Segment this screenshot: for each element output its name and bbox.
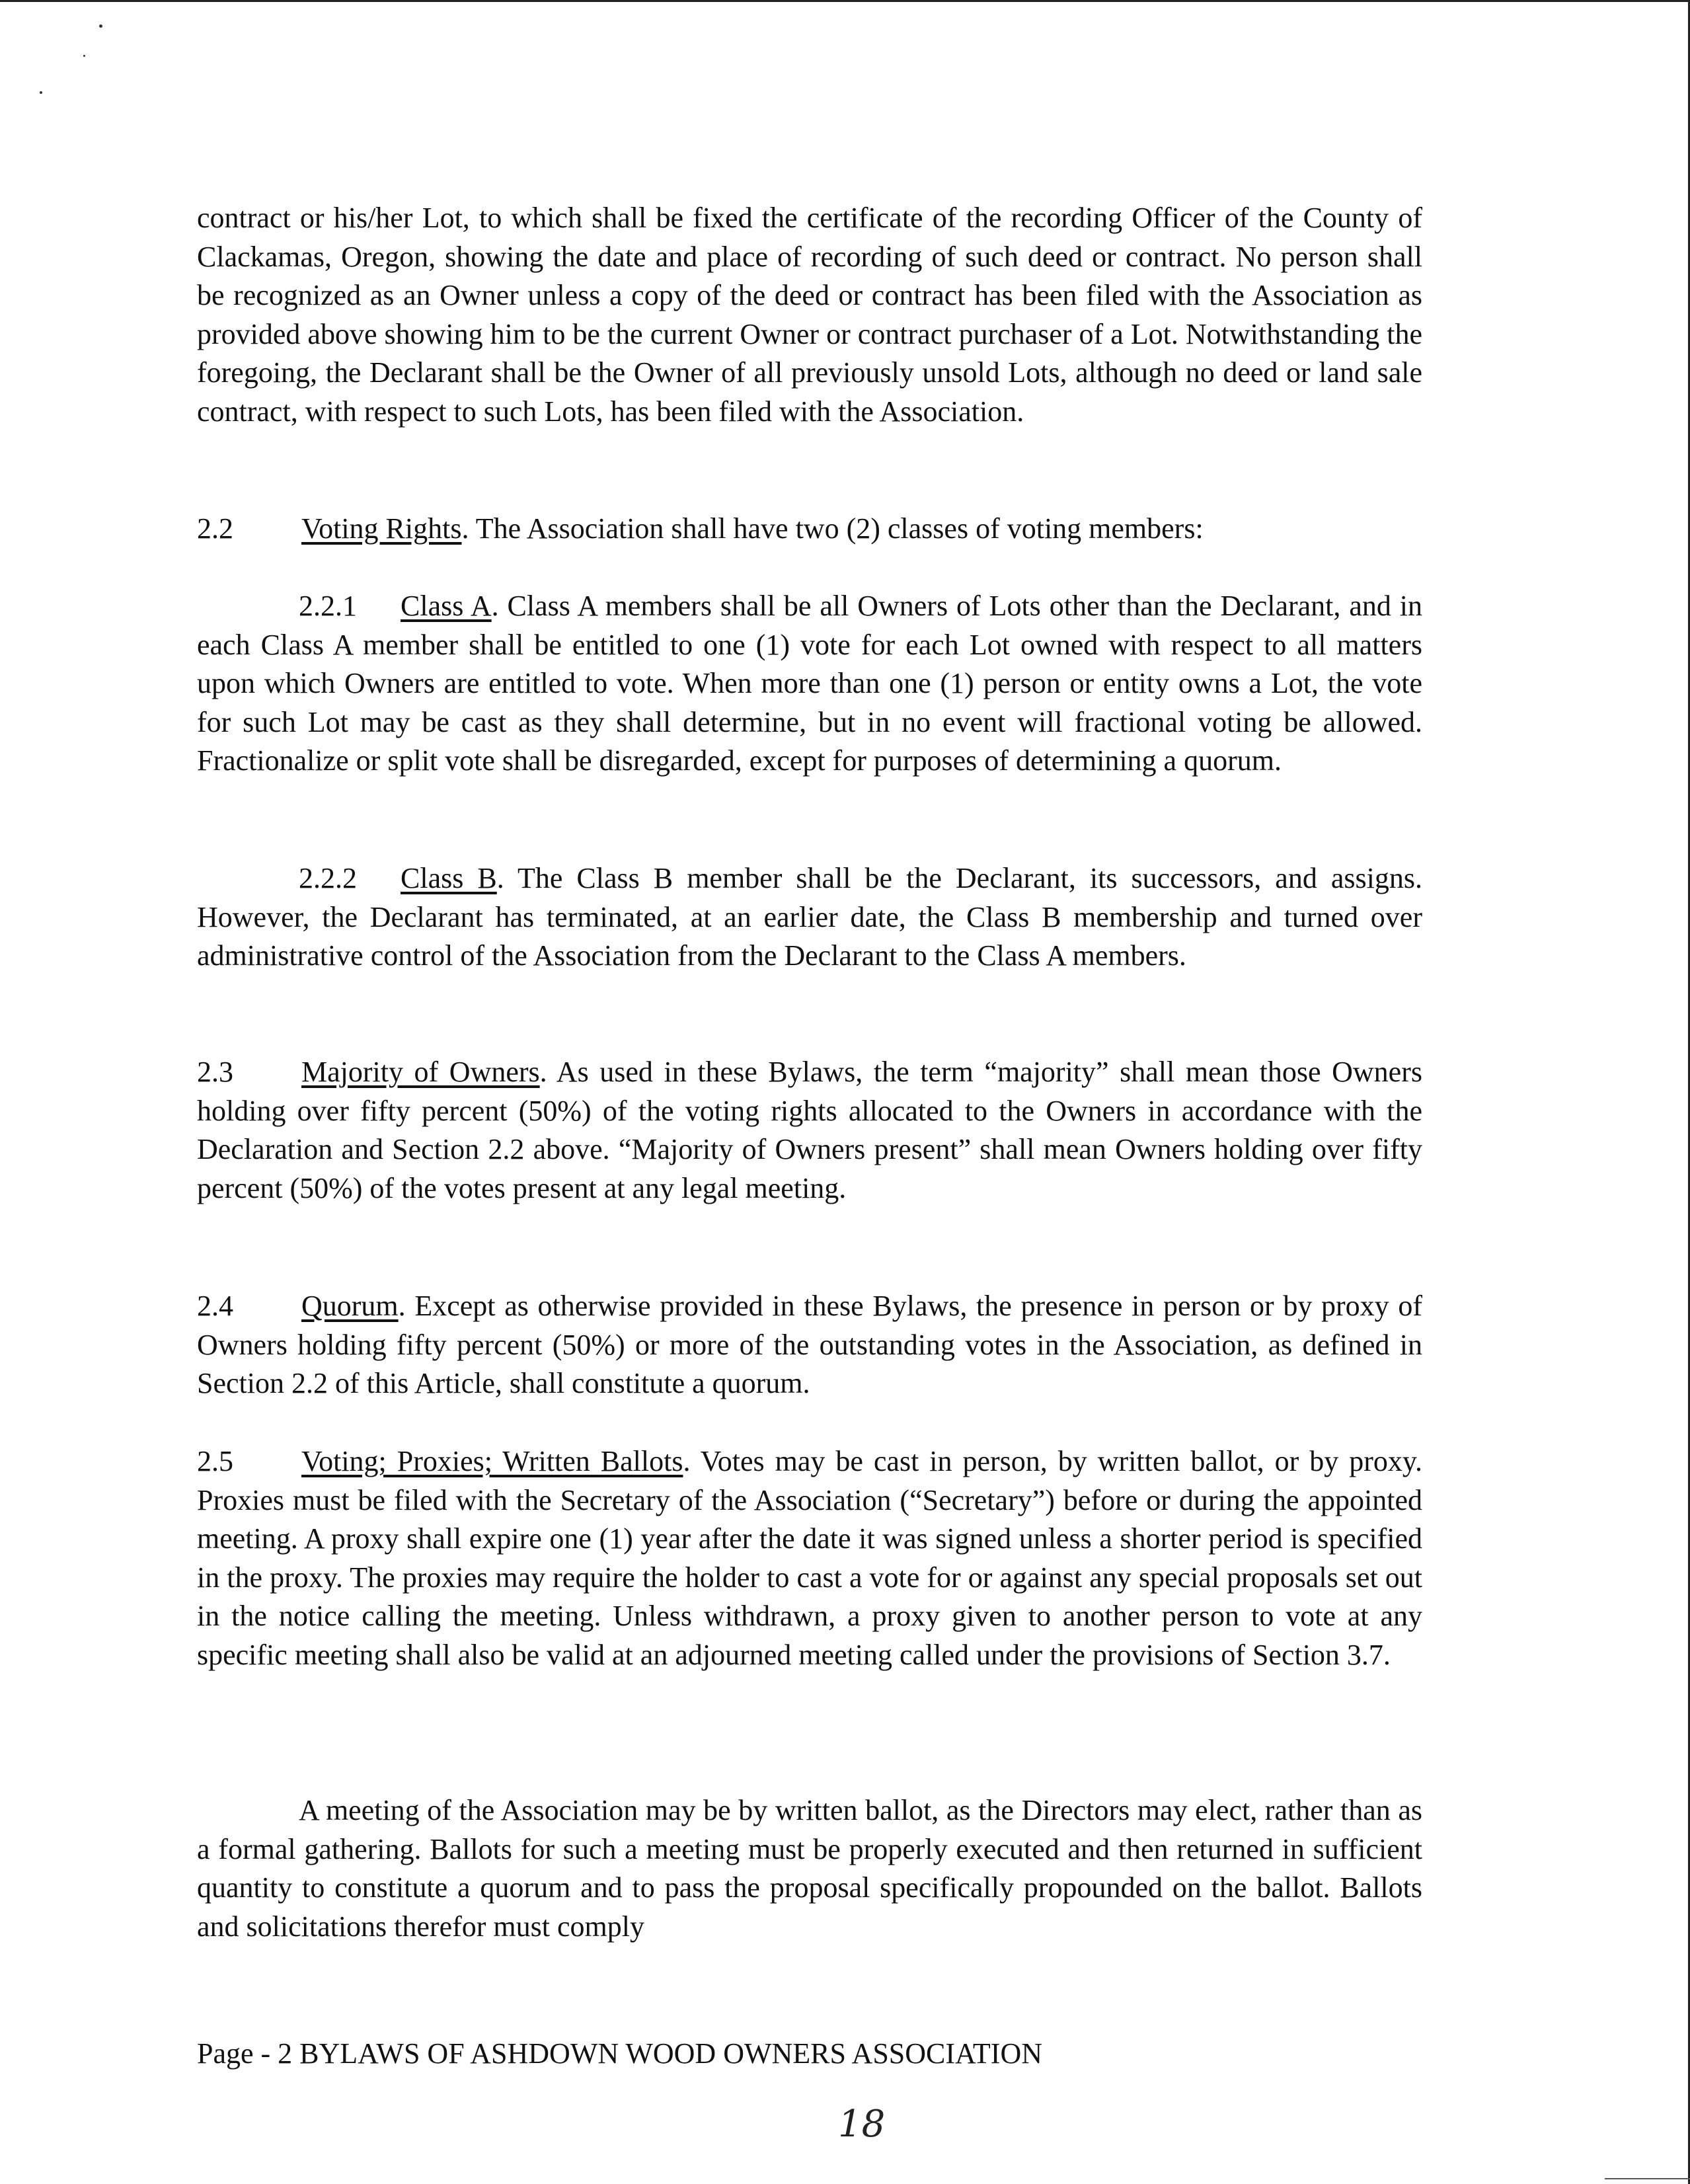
intro-paragraph: contract or his/her Lot, to which shall be fixed the certificate of the recording Officer of the County of Clackamas, Oregon, showing the date and place of recording of such deed or contract. No person shall be recognized as an Owner unless a copy of the deed or contract has been filed with the Association as provided above showing him to be the current Owner or contract purchaser of a Lot. Notwithstanding the foregoing, the Declarant shall be the Owner of all previously unsold Lots, although no deed or land sale contract, with respect to such Lots, has been filed with the Association. [197, 202, 1422, 428]
section-2-5 [197, 1442, 1422, 1674]
section-title: Quorum [301, 1290, 399, 1322]
section-text: . Votes may be cast in person, by written ballot, or by proxy. Proxies must be filed with the Secretary of the Association (“Secretary”) before or during the appointed meeting. A proxy shall expire one (1) year after the date it was signed unless a shorter period is specified in the proxy. The proxies may require the holder to cast a vote for or against any special proposals set out in the notice calling the meeting. Unless withdrawn, a proxy given to another person to vote at any specific meeting shall also be valid at an adjourned meeting called under the provisions of Section 3.7. [197, 1445, 1422, 1671]
scan-edge-line [1605, 2178, 1690, 2179]
section-number: 2.5 [197, 1445, 233, 1477]
section-text: . Except as otherwise provided in these Bylaws, the presence in person or by proxy of Owners holding fifty percent (50%) or more of the outstanding votes in the Association, as defined in Section 2.2 of this Article, shall constitute a quorum. [197, 1290, 1422, 1399]
section-text: . The Class B member shall be the Declarant, its successors, and assigns. However, the Declarant has terminated, at an earlier date, the Class B membership and turned over administrative control of the Association from the Declarant to the Class A members. [197, 862, 1422, 972]
section-number: 2.3 [197, 1056, 233, 1088]
section-number: 2.4 [197, 1290, 233, 1322]
section-title: Majority of Owners [301, 1056, 540, 1088]
section-number: 2.2 [197, 512, 233, 545]
scan-speck [99, 24, 102, 28]
scan-speck [40, 91, 42, 94]
ballot-paragraph [197, 1791, 1422, 1946]
section-title: Voting Rights [301, 512, 462, 545]
section-title: Class A [401, 590, 492, 622]
section-title: Class B [401, 862, 497, 894]
scan-speck [83, 55, 85, 57]
section-number: 2.2.1 [299, 590, 357, 622]
section-title: Voting; Proxies; Written Ballots [301, 1445, 683, 1477]
section-2-2-2 [197, 859, 1422, 976]
paragraph-text: A meeting of the Association may be by written ballot, as the Directors may elect, rather than as a formal gathering. Ballots for such a meeting must be properly executed and then returned in sufficient quantity to constitute a quorum and to pass the proposal specifically propounded on the ballot. Ballots and solicitations therefor must comply [197, 1794, 1422, 1943]
section-text: . As used in these Bylaws, the term “majority” shall mean those Owners holding over fifty percent (50%) of the voting rights allocated to the Owners in accordance with the Declaration and Section 2.2 above. “Majority of Owners present” shall mean Owners holding over fifty percent (50%) of the votes present at any legal meeting. [197, 1056, 1422, 1204]
section-2-2-1 [197, 587, 1422, 781]
section-text: . The Association shall have two (2) classes of voting members: [461, 512, 1204, 545]
handwritten-page-number: 18 [838, 2103, 886, 2146]
section-2-3 [197, 1053, 1422, 1208]
page-footer: Page - 2 BYLAWS OF ASHDOWN WOOD OWNERS ASSOCIATION [197, 2037, 1043, 2070]
section-2-4 [197, 1287, 1422, 1403]
section-text: . Class A members shall be all Owners of Lots other than the Declarant, and in each Class A member shall be entitled to one (1) vote for each Lot owned with respect to all matters upon which Owners are entitled to vote. When more than one (1) person or entity owns a Lot, the vote for such Lot may be cast as they shall determine, but in no event will fractional voting be allowed. Fractionalize or split vote shall be disregarded, except for purposes of determining a quorum. [197, 590, 1422, 777]
section-2-2 [197, 510, 1204, 549]
section-number: 2.2.2 [299, 862, 357, 894]
